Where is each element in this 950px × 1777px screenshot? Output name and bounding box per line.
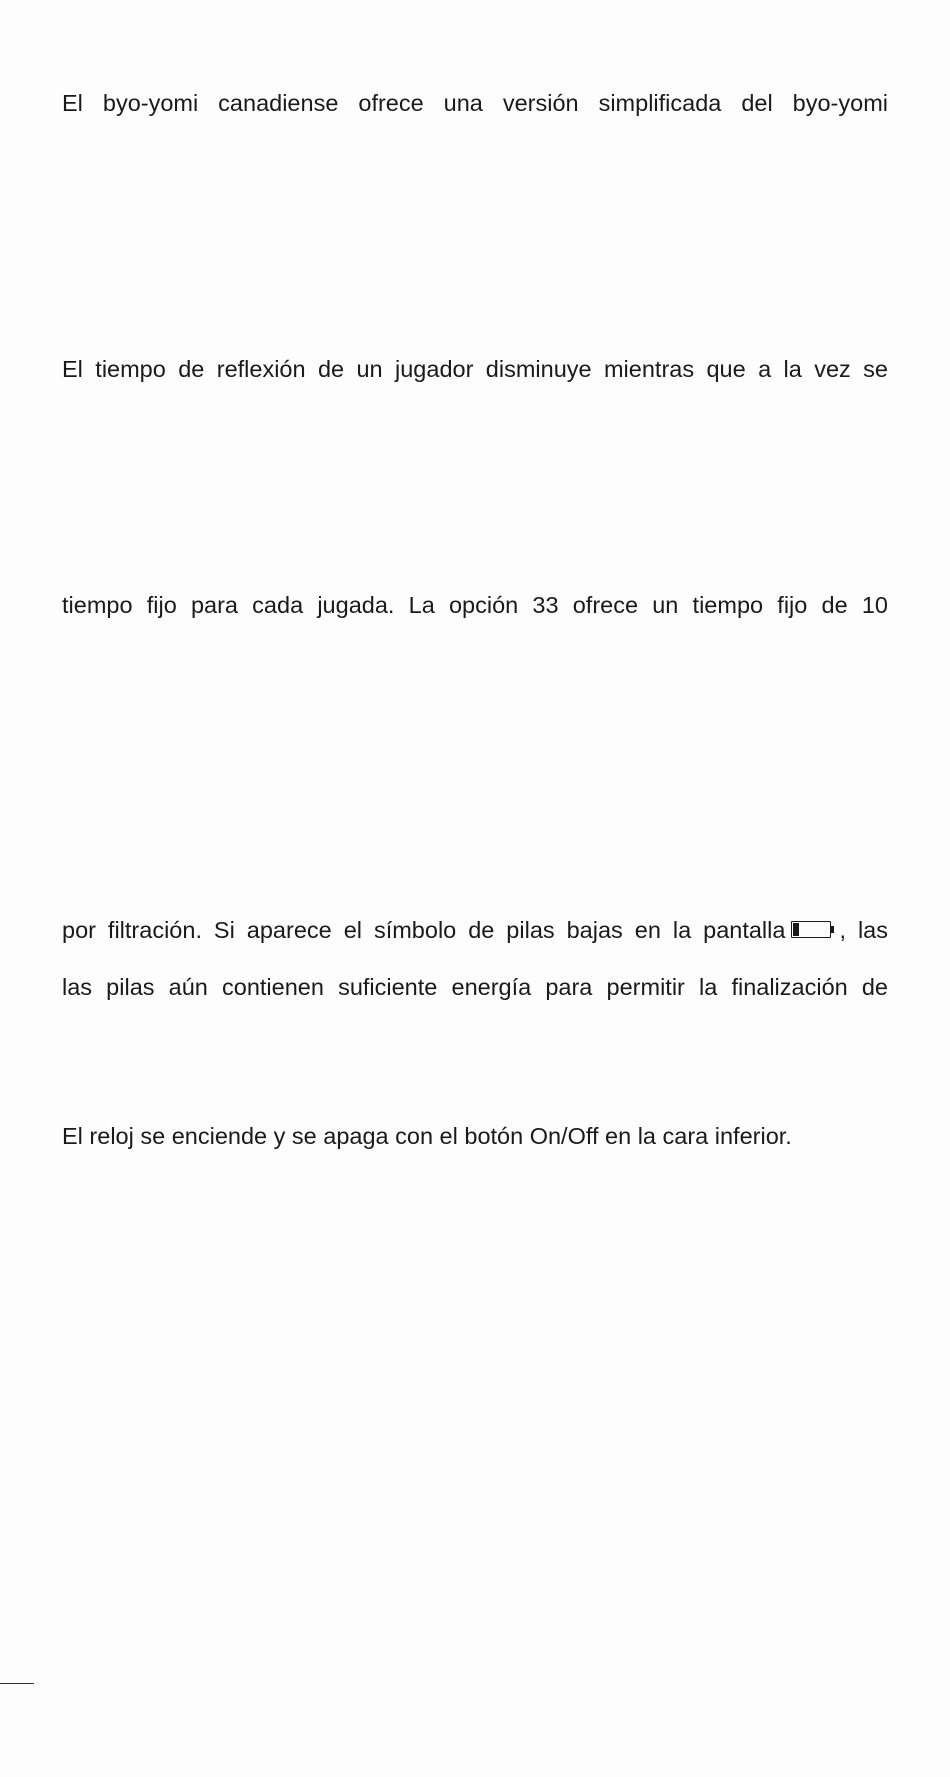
paragraph-line-6: El reloj se enciende y se apaga con el botón On/Off en la cara inferior.: [62, 1123, 792, 1149]
paragraph-line-5: las pilas aún contienen suficiente energía para permitir la finalización de: [62, 974, 888, 1000]
footer-rule: [0, 1683, 34, 1684]
paragraph-line-4-tail: , las: [839, 917, 888, 943]
paragraph-line-4: [62, 915, 888, 945]
paragraph-line-1: El byo-yomi canadiense ofrece una versión simplificada del byo-yomi: [62, 90, 888, 116]
battery-low-icon: [791, 921, 837, 940]
paragraph-line-4-text: por filtración. Si aparece el símbolo de pilas bajas en la pantalla: [62, 917, 786, 943]
paragraph-line-3: tiempo fijo para cada jugada. La opción 33 ofrece un tiempo fijo de 10: [62, 592, 888, 618]
paragraph-line-2: El tiempo de reflexión de un jugador disminuye mientras que a la vez se: [62, 356, 888, 382]
